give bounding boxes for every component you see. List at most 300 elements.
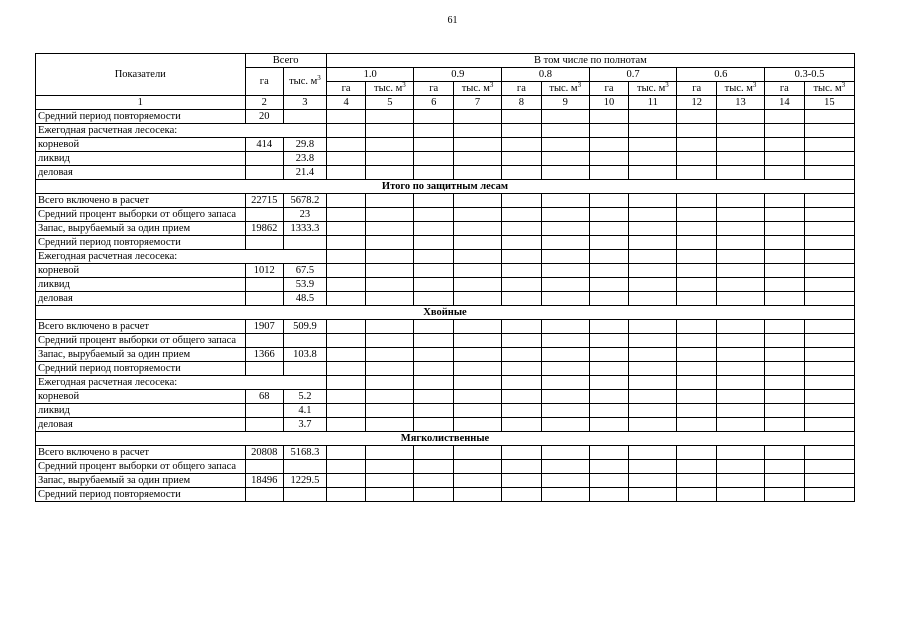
empty-cell <box>541 166 589 180</box>
total-ha-cell: 414 <box>245 138 283 152</box>
empty-cell <box>541 390 589 404</box>
empty-cell <box>765 320 805 334</box>
empty-cell <box>629 138 677 152</box>
table-row <box>36 446 855 460</box>
empty-cell <box>414 460 454 474</box>
table-row <box>36 390 855 404</box>
total-ha-cell <box>245 362 283 376</box>
empty-cell <box>804 446 854 460</box>
empty-cell <box>765 138 805 152</box>
row-label: ликвид <box>36 152 246 166</box>
empty-cell <box>765 418 805 432</box>
column-number: 10 <box>589 96 629 110</box>
total-volume-cell <box>284 334 327 348</box>
total-ha-cell <box>245 278 283 292</box>
empty-cell <box>454 278 502 292</box>
subheading-row <box>36 250 855 264</box>
row-label: деловая <box>36 418 246 432</box>
empty-cell <box>414 390 454 404</box>
column-number: 2 <box>245 96 283 110</box>
empty-cell <box>454 320 502 334</box>
unit-exponent: 3 <box>317 73 321 82</box>
empty-cell <box>366 404 414 418</box>
empty-cell <box>326 362 366 376</box>
empty-cell <box>716 292 764 306</box>
table-row <box>36 138 855 152</box>
total-volume-cell: 5678.2 <box>284 194 327 208</box>
empty-cell <box>414 348 454 362</box>
empty-cell <box>716 334 764 348</box>
empty-cell <box>541 110 589 124</box>
empty-cell <box>677 362 717 376</box>
total-volume-cell: 103.8 <box>284 348 327 362</box>
empty-cell <box>589 236 629 250</box>
empty-cell <box>589 110 629 124</box>
empty-cell <box>589 264 629 278</box>
empty-cell <box>414 264 454 278</box>
header-density-4-ha: га <box>677 82 717 96</box>
section-row <box>36 306 855 320</box>
empty-cell <box>366 474 414 488</box>
empty-cell <box>629 166 677 180</box>
total-volume-cell <box>284 488 327 502</box>
empty-cell <box>414 194 454 208</box>
empty-cell <box>677 404 717 418</box>
empty-cell <box>677 474 717 488</box>
total-ha-cell <box>245 152 283 166</box>
header-density-3-vol <box>629 82 677 96</box>
empty-cell <box>629 250 677 264</box>
empty-cell <box>589 348 629 362</box>
column-number: 14 <box>765 96 805 110</box>
empty-cell <box>502 418 542 432</box>
empty-cell <box>366 292 414 306</box>
header-indicators: Показатели <box>36 54 246 96</box>
table-row <box>36 474 855 488</box>
row-label: Всего включено в расчет <box>36 194 246 208</box>
empty-cell <box>765 194 805 208</box>
empty-cell <box>541 460 589 474</box>
empty-cell <box>629 390 677 404</box>
section-row <box>36 180 855 194</box>
header-including-by-density: В том числе по полнотам <box>326 54 854 68</box>
empty-cell <box>326 320 366 334</box>
empty-cell <box>541 446 589 460</box>
empty-cell <box>716 376 764 390</box>
total-ha-cell <box>245 166 283 180</box>
empty-cell <box>716 222 764 236</box>
total-ha-cell <box>245 460 283 474</box>
empty-cell <box>502 278 542 292</box>
empty-cell <box>765 264 805 278</box>
table-row <box>36 404 855 418</box>
empty-cell <box>541 194 589 208</box>
unit-exponent: 3 <box>841 81 846 89</box>
empty-cell <box>804 222 854 236</box>
section-row <box>36 432 855 446</box>
empty-cell <box>326 124 366 138</box>
empty-cell <box>454 194 502 208</box>
empty-cell <box>589 292 629 306</box>
header-row-1 <box>36 54 855 68</box>
empty-cell <box>804 208 854 222</box>
header-density-2: 0.8 <box>502 68 590 82</box>
row-label: Средний период повторяемости <box>36 488 246 502</box>
empty-cell <box>716 278 764 292</box>
empty-cell <box>414 404 454 418</box>
empty-cell <box>589 334 629 348</box>
empty-cell <box>629 110 677 124</box>
subheading-row <box>36 376 855 390</box>
empty-cell <box>716 194 764 208</box>
empty-cell <box>414 362 454 376</box>
empty-cell <box>677 166 717 180</box>
empty-cell <box>716 446 764 460</box>
header-density-3-ha: га <box>589 82 629 96</box>
total-ha-cell <box>245 404 283 418</box>
empty-cell <box>414 474 454 488</box>
empty-cell <box>541 348 589 362</box>
empty-cell <box>765 488 805 502</box>
empty-cell <box>589 250 629 264</box>
column-number: 7 <box>454 96 502 110</box>
empty-cell <box>716 460 764 474</box>
empty-cell <box>629 418 677 432</box>
total-ha-cell: 1012 <box>245 264 283 278</box>
empty-cell <box>716 110 764 124</box>
empty-cell <box>804 390 854 404</box>
empty-cell <box>629 320 677 334</box>
row-label: Средний процент выборки от общего запаса <box>36 460 246 474</box>
empty-cell <box>716 362 764 376</box>
empty-cell <box>414 236 454 250</box>
empty-cell <box>716 474 764 488</box>
empty-cell <box>502 138 542 152</box>
column-number: 8 <box>502 96 542 110</box>
empty-cell <box>629 222 677 236</box>
empty-cell <box>716 138 764 152</box>
empty-cell <box>677 488 717 502</box>
total-volume-cell <box>284 460 327 474</box>
empty-cell <box>366 222 414 236</box>
empty-cell <box>502 222 542 236</box>
empty-cell <box>502 236 542 250</box>
empty-cell <box>454 348 502 362</box>
section-title: Хвойные <box>36 306 855 320</box>
total-volume-cell: 5168.3 <box>284 446 327 460</box>
empty-cell <box>765 474 805 488</box>
empty-cell <box>326 236 366 250</box>
empty-cell <box>502 488 542 502</box>
row-label: ликвид <box>36 278 246 292</box>
row-label: Ежегодная расчетная лесосека: <box>36 250 327 264</box>
empty-cell <box>716 124 764 138</box>
unit-label: тыс. м <box>724 82 753 94</box>
empty-cell <box>366 376 414 390</box>
empty-cell <box>326 278 366 292</box>
empty-cell <box>502 334 542 348</box>
empty-cell <box>414 222 454 236</box>
row-label: Средний период повторяемости <box>36 236 246 250</box>
empty-cell <box>326 446 366 460</box>
empty-cell <box>589 418 629 432</box>
empty-cell <box>502 110 542 124</box>
empty-cell <box>502 320 542 334</box>
empty-cell <box>366 418 414 432</box>
empty-cell <box>765 166 805 180</box>
empty-cell <box>629 124 677 138</box>
empty-cell <box>541 320 589 334</box>
empty-cell <box>502 208 542 222</box>
row-label: Средний процент выборки от общего запаса <box>36 208 246 222</box>
empty-cell <box>629 292 677 306</box>
total-volume-cell: 4.1 <box>284 404 327 418</box>
empty-cell <box>589 362 629 376</box>
total-ha-cell <box>245 334 283 348</box>
row-label: Запас, вырубаемый за один прием <box>36 348 246 362</box>
column-number: 1 <box>36 96 246 110</box>
total-ha-cell: 20 <box>245 110 283 124</box>
empty-cell <box>454 166 502 180</box>
empty-cell <box>366 390 414 404</box>
empty-cell <box>454 460 502 474</box>
empty-cell <box>326 474 366 488</box>
empty-cell <box>804 474 854 488</box>
empty-cell <box>677 208 717 222</box>
empty-cell <box>677 376 717 390</box>
empty-cell <box>765 208 805 222</box>
empty-cell <box>589 222 629 236</box>
header-total: Всего <box>245 54 326 68</box>
empty-cell <box>629 362 677 376</box>
empty-cell <box>716 320 764 334</box>
total-volume-cell: 53.9 <box>284 278 327 292</box>
empty-cell <box>541 222 589 236</box>
total-ha-cell <box>245 418 283 432</box>
empty-cell <box>677 152 717 166</box>
empty-cell <box>366 208 414 222</box>
empty-cell <box>589 194 629 208</box>
empty-cell <box>677 222 717 236</box>
empty-cell <box>414 334 454 348</box>
row-label: корневой <box>36 264 246 278</box>
unit-exponent: 3 <box>577 81 582 89</box>
subheading-row <box>36 124 855 138</box>
empty-cell <box>502 194 542 208</box>
empty-cell <box>765 250 805 264</box>
empty-cell <box>366 460 414 474</box>
empty-cell <box>677 292 717 306</box>
empty-cell <box>677 418 717 432</box>
table-row <box>36 348 855 362</box>
unit-label: тыс. м <box>374 82 403 94</box>
empty-cell <box>541 404 589 418</box>
empty-cell <box>326 334 366 348</box>
empty-cell <box>326 418 366 432</box>
empty-cell <box>366 236 414 250</box>
total-volume-cell: 48.5 <box>284 292 327 306</box>
empty-cell <box>454 124 502 138</box>
empty-cell <box>326 264 366 278</box>
empty-cell <box>716 488 764 502</box>
empty-cell <box>414 208 454 222</box>
empty-cell <box>326 222 366 236</box>
empty-cell <box>366 166 414 180</box>
section-title: Мягколиственные <box>36 432 855 446</box>
empty-cell <box>589 488 629 502</box>
empty-cell <box>804 166 854 180</box>
empty-cell <box>629 278 677 292</box>
table-row <box>36 152 855 166</box>
empty-cell <box>454 418 502 432</box>
empty-cell <box>366 194 414 208</box>
empty-cell <box>454 250 502 264</box>
row-label: деловая <box>36 166 246 180</box>
empty-cell <box>326 208 366 222</box>
empty-cell <box>589 124 629 138</box>
empty-cell <box>765 278 805 292</box>
empty-cell <box>414 446 454 460</box>
empty-cell <box>541 488 589 502</box>
row-label: корневой <box>36 138 246 152</box>
total-volume-cell: 1333.3 <box>284 222 327 236</box>
row-label: Средний период повторяемости <box>36 110 246 124</box>
empty-cell <box>677 236 717 250</box>
empty-cell <box>677 390 717 404</box>
empty-cell <box>414 278 454 292</box>
row-label: Запас, вырубаемый за один прием <box>36 222 246 236</box>
empty-cell <box>765 390 805 404</box>
empty-cell <box>804 320 854 334</box>
table-row <box>36 320 855 334</box>
total-ha-cell: 1907 <box>245 320 283 334</box>
table-row <box>36 236 855 250</box>
empty-cell <box>366 488 414 502</box>
empty-cell <box>716 264 764 278</box>
header-density-0-ha: га <box>326 82 366 96</box>
empty-cell <box>677 460 717 474</box>
empty-cell <box>804 236 854 250</box>
empty-cell <box>366 250 414 264</box>
empty-cell <box>541 208 589 222</box>
empty-cell <box>326 404 366 418</box>
column-number-row <box>36 96 855 110</box>
table-row <box>36 264 855 278</box>
empty-cell <box>502 124 542 138</box>
unit-exponent: 3 <box>489 81 494 89</box>
column-number: 15 <box>804 96 854 110</box>
empty-cell <box>366 264 414 278</box>
empty-cell <box>765 404 805 418</box>
empty-cell <box>716 152 764 166</box>
header-density-1: 0.9 <box>414 68 502 82</box>
total-volume-cell: 1229.5 <box>284 474 327 488</box>
empty-cell <box>804 404 854 418</box>
empty-cell <box>454 208 502 222</box>
empty-cell <box>677 110 717 124</box>
empty-cell <box>541 264 589 278</box>
empty-cell <box>765 292 805 306</box>
empty-cell <box>502 376 542 390</box>
unit-label: тыс. м <box>549 82 578 94</box>
empty-cell <box>326 390 366 404</box>
unit-exponent: 3 <box>665 81 669 89</box>
empty-cell <box>804 488 854 502</box>
column-number: 13 <box>716 96 764 110</box>
header-density-4-vol <box>716 82 764 96</box>
total-ha-cell: 22715 <box>245 194 283 208</box>
empty-cell <box>541 138 589 152</box>
header-density-3: 0.7 <box>589 68 677 82</box>
empty-cell <box>765 460 805 474</box>
empty-cell <box>326 348 366 362</box>
table-row <box>36 194 855 208</box>
column-number: 9 <box>541 96 589 110</box>
unit-label: тыс. м <box>813 82 842 94</box>
empty-cell <box>454 474 502 488</box>
empty-cell <box>765 334 805 348</box>
empty-cell <box>589 320 629 334</box>
empty-cell <box>366 446 414 460</box>
empty-cell <box>629 334 677 348</box>
empty-cell <box>677 278 717 292</box>
empty-cell <box>804 250 854 264</box>
empty-cell <box>414 110 454 124</box>
empty-cell <box>765 362 805 376</box>
empty-cell <box>677 446 717 460</box>
empty-cell <box>716 166 764 180</box>
empty-cell <box>366 334 414 348</box>
empty-cell <box>366 278 414 292</box>
row-label: Ежегодная расчетная лесосека: <box>36 376 327 390</box>
empty-cell <box>677 334 717 348</box>
empty-cell <box>716 390 764 404</box>
total-ha-cell: 20808 <box>245 446 283 460</box>
empty-cell <box>414 138 454 152</box>
empty-cell <box>541 250 589 264</box>
unit-exponent: 3 <box>402 81 406 89</box>
column-number: 3 <box>284 96 327 110</box>
empty-cell <box>414 152 454 166</box>
empty-cell <box>541 418 589 432</box>
empty-cell <box>804 138 854 152</box>
empty-cell <box>366 152 414 166</box>
empty-cell <box>366 124 414 138</box>
unit-label: тыс. м <box>461 82 490 94</box>
empty-cell <box>454 152 502 166</box>
empty-cell <box>541 292 589 306</box>
empty-cell <box>414 166 454 180</box>
empty-cell <box>454 376 502 390</box>
header-density-5-vol <box>804 82 854 96</box>
total-volume-cell <box>284 236 327 250</box>
empty-cell <box>326 152 366 166</box>
empty-cell <box>716 404 764 418</box>
column-number: 11 <box>629 96 677 110</box>
header-density-4: 0.6 <box>677 68 765 82</box>
empty-cell <box>502 348 542 362</box>
empty-cell <box>716 250 764 264</box>
empty-cell <box>502 292 542 306</box>
page-number: 61 <box>447 15 458 26</box>
table-row <box>36 488 855 502</box>
empty-cell <box>414 418 454 432</box>
total-ha-cell <box>245 208 283 222</box>
total-volume-cell: 23.8 <box>284 152 327 166</box>
total-volume-cell: 5.2 <box>284 390 327 404</box>
total-volume-cell: 29.8 <box>284 138 327 152</box>
table-row <box>36 166 855 180</box>
